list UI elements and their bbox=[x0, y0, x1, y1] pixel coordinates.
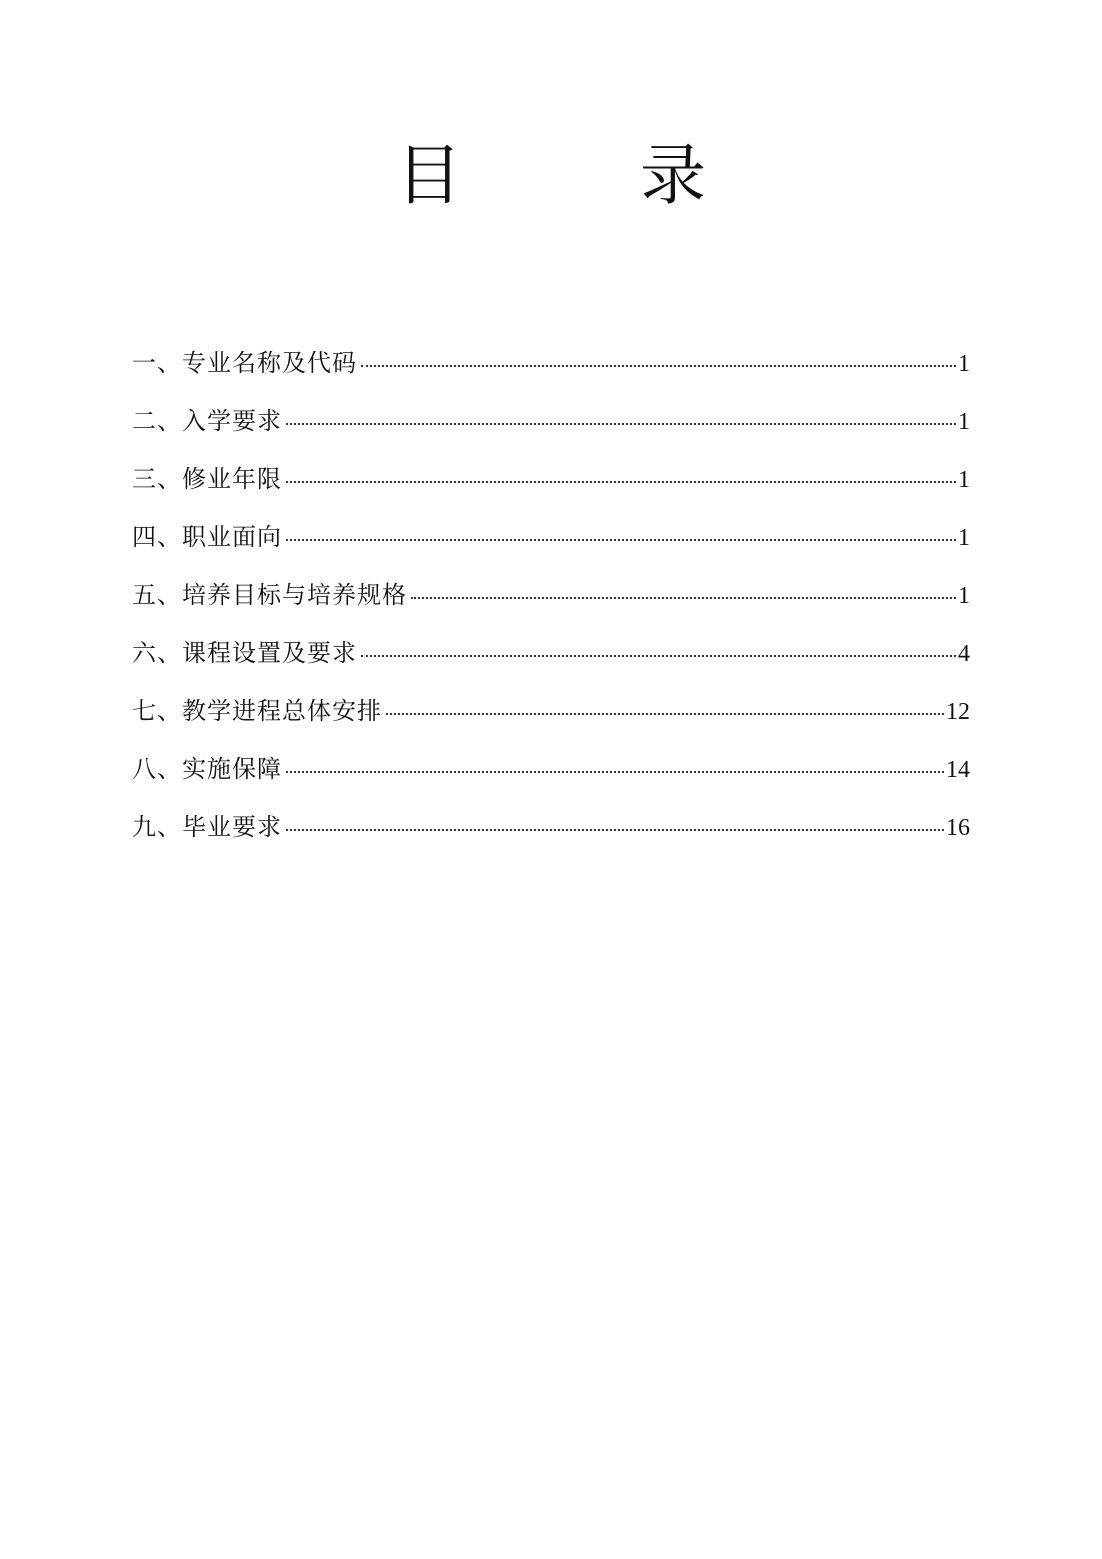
toc-entry[interactable] bbox=[132, 456, 970, 514]
toc-entry-label: 八、实施保障 bbox=[132, 755, 282, 783]
toc-entry[interactable] bbox=[132, 630, 970, 688]
toc-page-number: 12 bbox=[946, 699, 970, 725]
toc-entry-label: 三、修业年限 bbox=[132, 465, 282, 493]
toc-page-number: 1 bbox=[958, 467, 970, 493]
dot-leader bbox=[361, 365, 956, 367]
table-of-contents bbox=[132, 340, 970, 862]
dot-leader bbox=[386, 713, 944, 715]
dot-leader bbox=[286, 539, 956, 541]
toc-page-number: 1 bbox=[958, 525, 970, 551]
toc-page-number: 1 bbox=[958, 583, 970, 609]
toc-entry[interactable] bbox=[132, 340, 970, 398]
toc-page-number: 4 bbox=[958, 641, 970, 667]
toc-entry-label: 七、教学进程总体安排 bbox=[132, 697, 382, 725]
toc-entry-label: 一、专业名称及代码 bbox=[132, 349, 357, 377]
toc-entry-label: 四、职业面向 bbox=[132, 523, 282, 551]
dot-leader bbox=[361, 655, 956, 657]
toc-entry[interactable] bbox=[132, 514, 970, 572]
toc-title: 目 录 bbox=[396, 137, 762, 214]
dot-leader bbox=[411, 597, 956, 599]
toc-entry[interactable] bbox=[132, 688, 970, 746]
toc-entry[interactable] bbox=[132, 398, 970, 456]
toc-entry[interactable] bbox=[132, 746, 970, 804]
toc-page-number: 14 bbox=[946, 757, 970, 783]
toc-entry-label: 五、培养目标与培养规格 bbox=[132, 581, 407, 609]
dot-leader bbox=[286, 423, 956, 425]
toc-page-number: 16 bbox=[946, 815, 970, 841]
dot-leader bbox=[286, 771, 944, 773]
toc-entry-label: 六、课程设置及要求 bbox=[132, 639, 357, 667]
dot-leader bbox=[286, 829, 944, 831]
toc-page-number: 1 bbox=[958, 409, 970, 435]
toc-page-number: 1 bbox=[958, 351, 970, 377]
dot-leader bbox=[286, 481, 956, 483]
toc-entry[interactable] bbox=[132, 572, 970, 630]
toc-entry-label: 二、入学要求 bbox=[132, 407, 282, 435]
toc-entry-label: 九、毕业要求 bbox=[132, 813, 282, 841]
toc-entry[interactable] bbox=[132, 804, 970, 862]
